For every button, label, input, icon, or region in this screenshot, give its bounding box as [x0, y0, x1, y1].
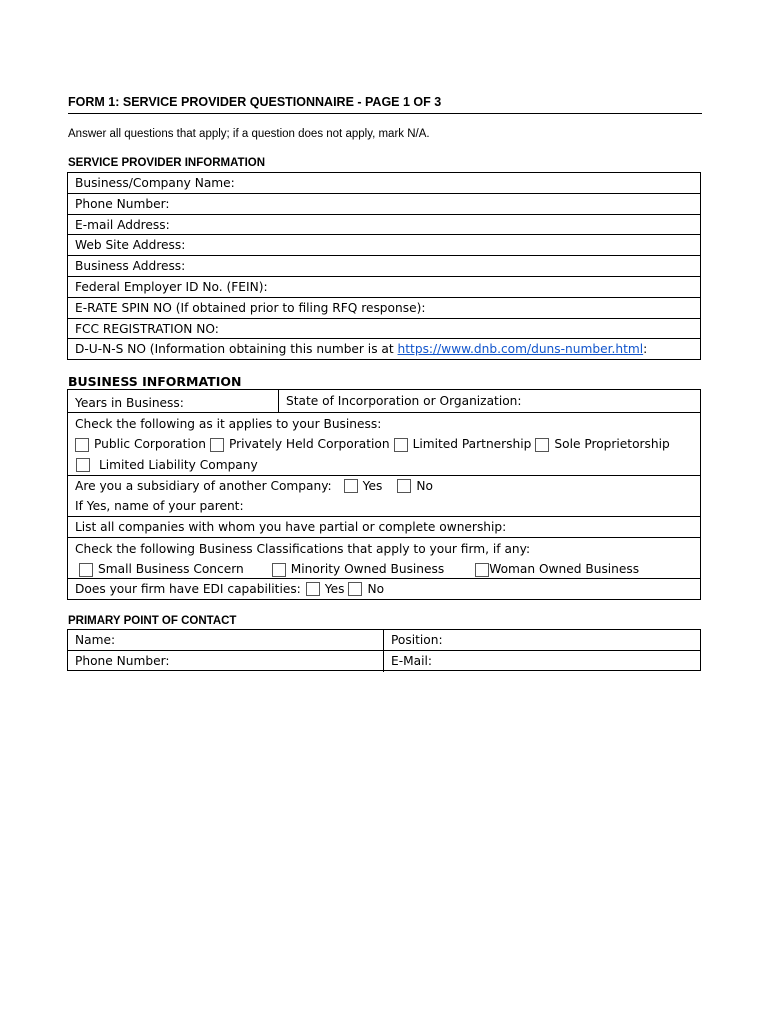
service-provider-table: [67, 172, 701, 360]
fein-field[interactable]: [68, 277, 700, 298]
limited-partnership-label: Limited Partnership: [412, 437, 532, 452]
years-in-business-label: Years in Business:: [75, 396, 184, 410]
fein-label: Federal Employer ID No. (FEIN):: [75, 279, 268, 294]
service-provider-heading: SERVICE PROVIDER INFORMATION: [68, 157, 266, 169]
edi-no-label: No: [367, 581, 385, 596]
phone-number-label: Phone Number:: [75, 196, 170, 211]
contact-phone-label: Phone Number:: [75, 654, 170, 668]
contact-position-field[interactable]: [384, 630, 443, 650]
edi-line: [68, 579, 700, 600]
years-state-row: [68, 390, 700, 413]
edi-no-checkbox[interactable]: [348, 582, 362, 596]
llc-label: Limited Liability Company: [99, 457, 258, 472]
limited-partnership-checkbox[interactable]: [394, 438, 408, 452]
contact-table: [67, 629, 701, 671]
contact-phone-field[interactable]: [68, 651, 384, 672]
fcc-registration-label: FCC REGISTRATION NO:: [75, 321, 219, 336]
subsidiary-yes-checkbox[interactable]: [344, 479, 358, 493]
duns-suffix: :: [643, 342, 648, 357]
business-type-options-2: [68, 455, 700, 476]
state-incorporation-field[interactable]: [279, 390, 522, 412]
business-type-row: [68, 413, 700, 476]
years-in-business-field[interactable]: [68, 390, 279, 412]
phone-number-field[interactable]: [68, 194, 700, 215]
business-type-prompt: Check the following as it applies to your Business:: [75, 416, 382, 431]
business-info-table: [67, 389, 701, 600]
form-title: FORM 1: SERVICE PROVIDER QUESTIONNAIRE - PAGE 1 OF 3: [68, 95, 702, 114]
edi-row: [68, 579, 700, 599]
business-info-heading: BUSINESS INFORMATION: [68, 374, 242, 389]
edi-yes-checkbox[interactable]: [306, 582, 320, 596]
subsidiary-row: [68, 476, 700, 517]
subsidiary-no-checkbox[interactable]: [397, 479, 411, 493]
state-incorporation-label: State of Incorporation or Organization:: [286, 394, 522, 408]
subsidiary-question: Are you a subsidiary of another Company:: [75, 478, 332, 493]
small-business-label: Small Business Concern: [98, 562, 244, 577]
website-address-field[interactable]: [68, 235, 700, 256]
email-address-field[interactable]: [68, 215, 700, 236]
erate-spin-field[interactable]: [68, 298, 700, 319]
contact-email-label: E-Mail:: [391, 654, 432, 668]
subsidiary-question-line: [68, 476, 700, 497]
duns-field[interactable]: [68, 339, 700, 360]
form-instructions: Answer all questions that apply; if a question does not apply, mark N/A.: [68, 128, 430, 140]
ownership-field[interactable]: [68, 517, 700, 538]
business-name-field[interactable]: [68, 173, 700, 194]
public-corporation-checkbox[interactable]: [75, 438, 89, 452]
email-address-label: E-mail Address:: [75, 217, 170, 232]
business-name-label: Business/Company Name:: [75, 176, 235, 190]
contact-row-2: [68, 651, 700, 672]
business-address-field[interactable]: [68, 256, 700, 277]
contact-email-field[interactable]: [384, 651, 432, 672]
duns-link[interactable]: https://www.dnb.com/duns-number.html: [397, 342, 644, 357]
business-type-options: [68, 435, 700, 456]
privately-held-label: Privately Held Corporation: [228, 437, 390, 452]
edi-yes-label: Yes: [324, 581, 345, 596]
sole-proprietorship-label: Sole Proprietorship: [554, 437, 670, 452]
woman-owned-label: Woman Owned Business: [489, 562, 640, 577]
minority-owned-checkbox[interactable]: [272, 563, 286, 577]
duns-label: D-U-N-S NO (Information obtaining this number is at: [75, 342, 398, 357]
woman-owned-checkbox[interactable]: [475, 563, 489, 577]
small-business-checkbox[interactable]: [79, 563, 93, 577]
sole-proprietorship-checkbox[interactable]: [535, 438, 549, 452]
website-address-label: Web Site Address:: [75, 238, 186, 253]
contact-name-field[interactable]: [68, 630, 384, 650]
contact-position-label: Position:: [391, 633, 443, 647]
parent-name-field[interactable]: [68, 497, 700, 518]
classification-options: [68, 560, 700, 581]
subsidiary-yes-label: Yes: [362, 478, 383, 493]
llc-checkbox[interactable]: [76, 458, 90, 472]
erate-spin-label: E-RATE SPIN NO (If obtained prior to filing RFQ response):: [75, 300, 426, 315]
contact-heading: PRIMARY POINT OF CONTACT: [68, 615, 237, 627]
public-corporation-label: Public Corporation: [94, 437, 206, 452]
contact-row-1: [68, 630, 700, 651]
edi-question: Does your firm have EDI capabilities:: [75, 581, 301, 596]
business-address-label: Business Address:: [75, 259, 186, 274]
minority-owned-label: Minority Owned Business: [290, 562, 445, 577]
ownership-label: List all companies with whom you have partial or complete ownership:: [75, 519, 507, 534]
classification-row: [68, 538, 700, 579]
parent-name-label: If Yes, name of your parent:: [75, 499, 244, 514]
privately-held-checkbox[interactable]: [210, 438, 224, 452]
subsidiary-no-label: No: [416, 478, 433, 493]
ownership-row: [68, 517, 700, 538]
classification-prompt: Check the following Business Classifications that apply to your firm, if any:: [75, 541, 531, 556]
fcc-registration-field[interactable]: [68, 319, 700, 340]
contact-name-label: Name:: [75, 633, 116, 647]
